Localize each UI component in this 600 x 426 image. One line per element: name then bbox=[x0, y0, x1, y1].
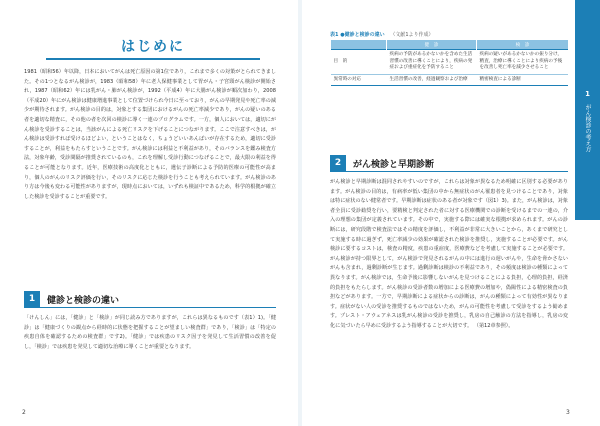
section-2-text: がん検診と早期診断は混同されやすいのですが，これらは対象が異なるため明確に区別する必要があります。がん検診の目的は，有病率が低い集団の中から無症状のがん罹患者を見つけることであり，対象は特に症状のない健常者です。早期診断は症状のある者が対象です（図1）3)。また，がん検診は，対象者全員に受診勧奨を行い，要精検と判定された者に対する医療機関での診断を受けるまでの一連の，介入の理想の集団が定義されています。その中で，実施する際には確実な根拠が求められます。がんの診断には，研究段階で検査法ではその精度を評価し，不利益が非常に大きいことから，あくまで研究として実施する時に過ぎず，死亡率減少の効果が確認された検診を推奨し，実施することが必要です。がん検診に要するコストは，検査の精度，疾患の重症度，医療費などを考慮して実施することが必要です。がん検診が持つ限界として，がん検診で発見されるがんの中には進行の遅いがんや，生命を脅かさないがんも含まれ，過剰診断が生じます。過剰診断は検診の不利益であり，その頻度は検診の種類によって異なります。がん検診では，生命予後に影響しないがんを見つけることによる負担，心理的負担，経済的負担をもたらします。がん検診の受診者数の増加による医療費の増加や，偽陽性による精密検査の負担などがあります。一方で，早期診断による症状からの診断は，がんの種類によって有効性が異なります。症状がない人の受診を推奨するものではないため，がんの可能性を考慮して受診をするよう勧めます。プレスト・アウェアネスは乳がん検診の受診を推奨し，乳房の自己触診の方法を指導し，乳房の変化に気づいたら早めに受診するよう指導することが大切です。 bbox=[330, 179, 568, 329]
section-2-heading bbox=[330, 155, 568, 172]
table-caption-title: 表1 ●健診と検診の違い bbox=[330, 32, 385, 38]
table-row-label: 異常時の対応 bbox=[331, 74, 387, 86]
title-rule bbox=[46, 58, 260, 60]
section-2-number: 2 bbox=[330, 155, 346, 171]
table-cell: 疾病の予防があるかないかを含めた生活習慣の改善に導くことにより，疾病の発症および重症化を予防すること bbox=[387, 50, 477, 75]
page-number-right: 3 bbox=[566, 409, 570, 416]
section-1-body: 「けんしん」には，「健診」と「検診」が同じ読み方でありますが，これらは異なるものです（表1）1)。「健診」は「健康づくりの観点から経時的に状態を把握することが望ましい検査群」であり，「検診」は「特定の疾患自体を確認するための検査群」です2)。「健診」では疾患のリスク因子を発見して生活習慣の改善を促し，「検診」では疾患を発見して適切な治療に導くことが重要となります。 bbox=[24, 315, 276, 350]
table-cell: 生活習慣の改善，経過観察および治療 bbox=[387, 74, 477, 86]
page-title: はじめに bbox=[121, 39, 185, 55]
chapter-number: 1 bbox=[585, 90, 590, 98]
table-header-blank bbox=[331, 40, 387, 50]
section-1-number: 1 bbox=[24, 291, 40, 307]
section-2-body bbox=[330, 178, 568, 332]
page-number-left: 2 bbox=[22, 409, 26, 416]
section-1-title: 健診と検診の違い bbox=[47, 295, 120, 306]
table-header-kenshin: 健 診 bbox=[387, 40, 477, 50]
section-2-text-end: （第12章参照）。 bbox=[473, 322, 514, 329]
intro-paragraph: 1981（昭和56）年以降，日本においてがんは死亡原因の第1位であり，これまで多くの対策がとられてきました。その1つとなるがん検診が，1983（昭和58）年に老人保健事業として胃がん・子宮頸がん検診が開始され，1987（昭和62）年には乳がん・肺がん検診が，1992（平成4）年に大腸がん検診が順次加わり，2008（平成20）年にがん検診は健康増進事業として位置づけられ今日に至っており，がんの早期発見や死亡率の減少が期待されます。がん検診の目的は，対象とする集団におけるがんの死亡率減少であり，がんの疑いのある者を適切な精査に，その他の者を次回の検診に導く一連のプログラムです。一方，個人においては，適切にがん検診を受診することは，当該がんによる死亡リスクを下げることにつながります。ここで注意すべきは，がん検診は受診すれば受けるほどよい，ということはなく，ちょうどいいあんばいが存在するため，適切に受診することが，利益をもたらすということです。がん検診には利益と不利益があり，そのバランスを鑑み検査方法，対象年齢，受診間隔が推奨されているのも，これを理解し受診行動につなげることで，最大限の利益を得ることが可能となります。近年，医療技術の高度化とともに，遺伝子診断による予防的医療の可能性が高まり，個人のがんのリスク評価を行い，そのリスクに応じた検診を行うことも考えられています。がん検診のあり方は今後も変わる可能性がありますが，現時点においては，いずれも検証中であるため，科学的根拠が確立した検診を受診することが重要です。 bbox=[24, 69, 276, 200]
table-caption-source: （文献1より作成） bbox=[390, 32, 434, 38]
chapter-label: がん検診の考え方 bbox=[584, 104, 591, 152]
table-caption bbox=[330, 31, 434, 38]
section-2-title: がん検診と早期診断 bbox=[353, 159, 435, 170]
left-page bbox=[0, 0, 298, 426]
table-cell: 疾病の疑いがあるかないかの振り分け，精査，治療に導くことにより疾病の予後を改善し死亡率を減少させること bbox=[477, 50, 569, 75]
table-header-kenshin2: 検 診 bbox=[477, 40, 569, 50]
comparison-table bbox=[330, 40, 568, 86]
table-row-label: 目 的 bbox=[331, 50, 387, 75]
section-1-heading bbox=[24, 291, 276, 308]
table-cell: 精密検査による診断 bbox=[477, 74, 569, 86]
